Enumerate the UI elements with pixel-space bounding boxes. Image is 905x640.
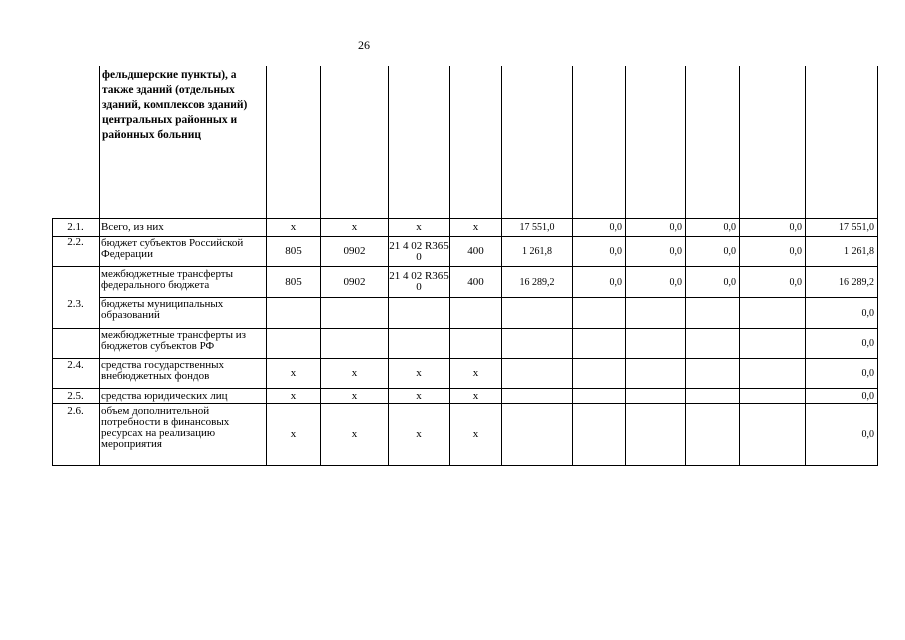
- cell-code-1: x: [290, 428, 297, 440]
- cell-code-2: x: [351, 367, 358, 379]
- header-text: фельдшерские пункты), а также зданий (отдельных зданий, комплексов зданий) центральных районных и районных больниц: [102, 69, 248, 141]
- cell-total: 16 289,2: [839, 276, 874, 288]
- cell-code-2: x: [351, 428, 358, 440]
- row-number: 2.4.: [67, 358, 84, 371]
- row-label: межбюджетные трансферты из бюджетов субъектов РФ: [101, 329, 246, 352]
- cell-value-5: 0,0: [789, 222, 802, 233]
- cell-total: 0,0: [861, 368, 874, 379]
- cell-total: 0,0: [861, 390, 874, 402]
- cell-total: 17 551,0: [839, 222, 874, 233]
- cell-code-3: x: [416, 367, 422, 379]
- cell-value-5: 0,0: [789, 276, 802, 288]
- cell-value-5: 0,0: [789, 246, 802, 257]
- cell-value-2: 0,0: [609, 276, 622, 288]
- row-number: 2.5.: [67, 389, 84, 402]
- cell-code-3: x: [416, 221, 422, 233]
- cell-code-1: 805: [285, 275, 302, 288]
- budget-table: [52, 66, 878, 466]
- row-label: межбюджетные трансферты федерального бюджета: [101, 268, 233, 291]
- page-number: 26: [358, 38, 370, 52]
- cell-value-4: 0,0: [723, 222, 736, 233]
- cell-code-4: x: [472, 389, 479, 402]
- cell-code-3: 21 4 02 R365 0: [389, 239, 449, 263]
- row-number: 2.6.: [67, 404, 84, 417]
- cell-value-4: 0,0: [723, 246, 736, 257]
- row-label: бюджет субъектов Российской Федерации: [101, 237, 244, 260]
- cell-value-1: 16 289,2: [519, 276, 555, 288]
- cell-code-4: x: [472, 221, 479, 233]
- cell-code-2: x: [351, 389, 358, 402]
- cell-code-4: x: [472, 428, 479, 440]
- cell-total: 0,0: [861, 338, 874, 349]
- row-label: средства государственных внебюджетных фондов: [101, 359, 224, 382]
- cell-code-2: 0902: [343, 245, 366, 257]
- cell-code-4: 400: [467, 275, 484, 288]
- cell-code-4: x: [472, 367, 479, 379]
- cell-code-1: 805: [285, 245, 302, 257]
- cell-code-4: 400: [467, 245, 484, 257]
- cell-total: 0,0: [861, 307, 874, 319]
- cell-value-1: 1 261,8: [522, 246, 552, 257]
- cell-code-1: x: [290, 367, 297, 379]
- row-number: 2.3.: [67, 297, 84, 310]
- cell-value-3: 0,0: [669, 246, 682, 257]
- row-label: бюджеты муниципальных образований: [101, 298, 224, 321]
- cell-code-3: 21 4 02 R365 0: [389, 270, 449, 293]
- cell-value-3: 0,0: [669, 276, 682, 288]
- cell-code-1: x: [290, 389, 297, 402]
- cell-code-1: x: [290, 221, 297, 233]
- cell-code-3: x: [416, 389, 422, 402]
- row-label: средства юридических лиц: [101, 390, 228, 402]
- cell-value-1: 17 551,0: [519, 222, 555, 233]
- cell-value-2: 0,0: [609, 222, 622, 233]
- row-number: 2.1.: [67, 221, 84, 233]
- cell-code-2: 0902: [343, 275, 366, 288]
- cell-code-2: x: [351, 221, 358, 233]
- cell-value-2: 0,0: [609, 246, 622, 257]
- row-label: Всего, из них: [101, 221, 164, 233]
- cell-total: 1 261,8: [844, 246, 874, 257]
- cell-value-3: 0,0: [669, 222, 682, 233]
- row-number: 2.2.: [67, 236, 84, 248]
- cell-code-3: x: [416, 428, 422, 440]
- cell-total: 0,0: [861, 429, 874, 440]
- cell-value-4: 0,0: [723, 276, 736, 288]
- row-label: объем дополнительной потребности в финансовых ресурсах на реализацию мероприятия: [101, 405, 230, 450]
